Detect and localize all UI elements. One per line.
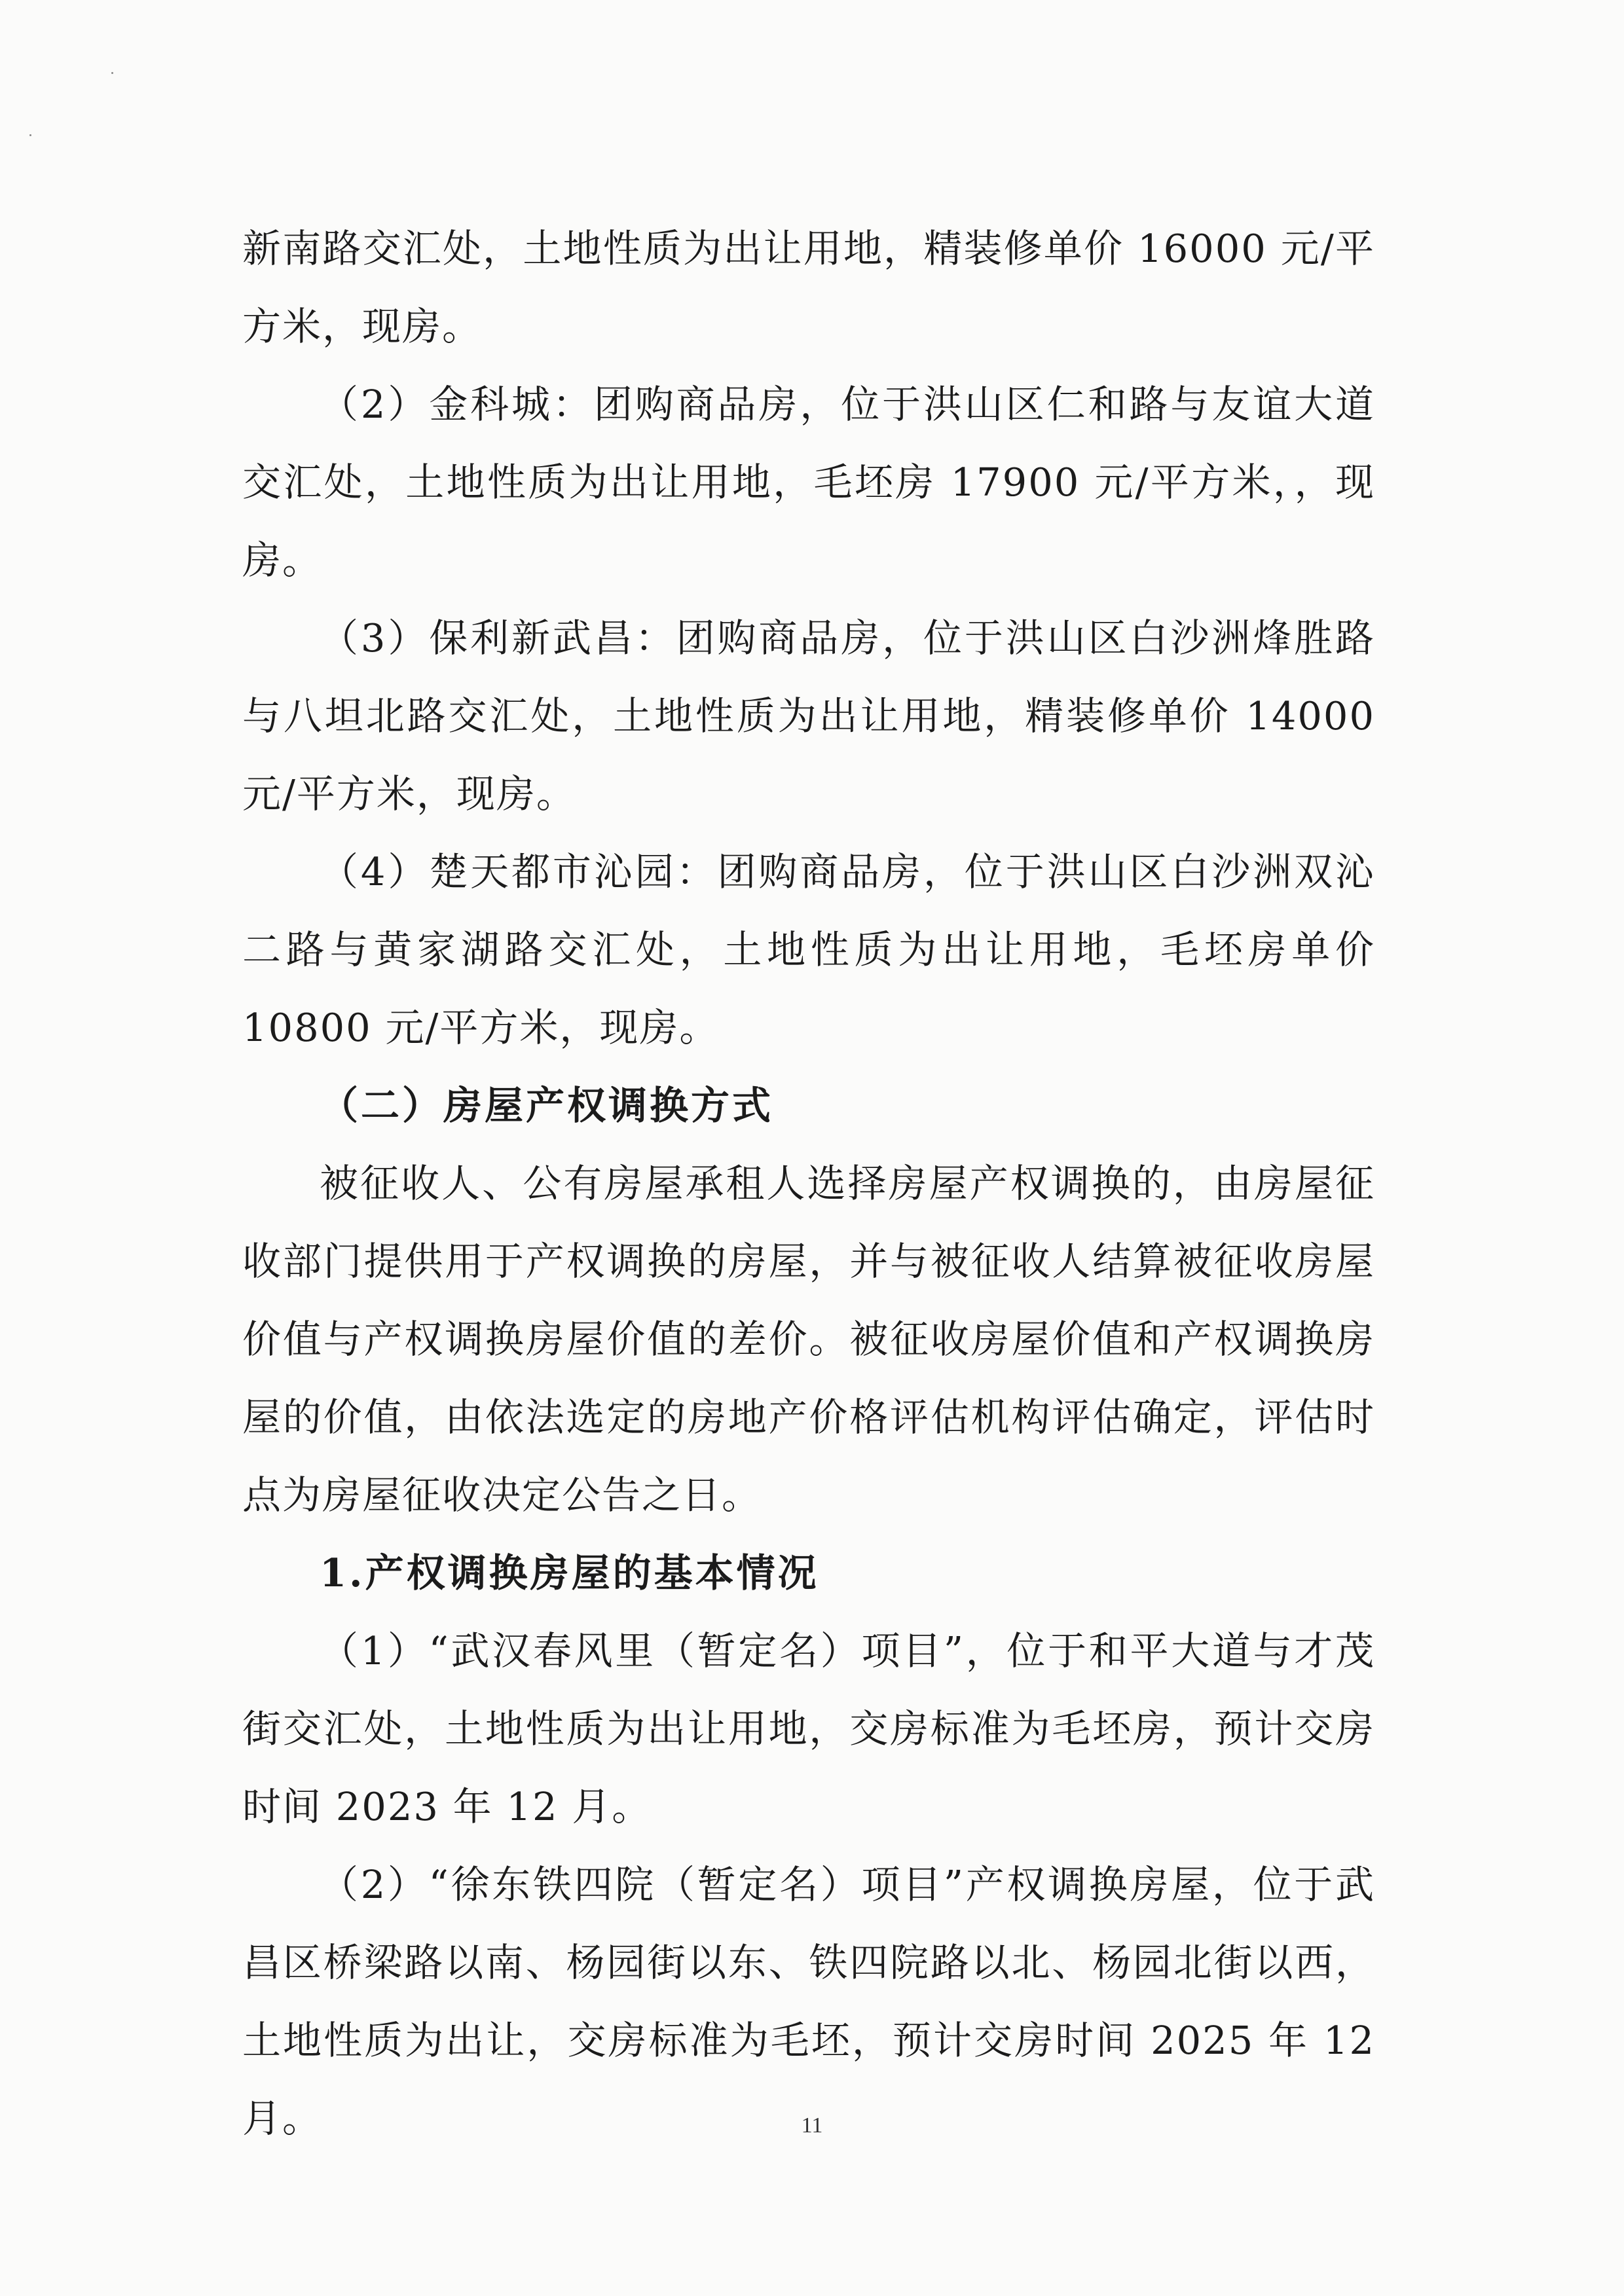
paragraph-baoli: （3）保利新武昌：团购商品房，位于洪山区白沙洲烽胜路与八坦北路交汇处，土地性质为出让用地，精装修单价 14000 元/平方米，现房。 (242, 615, 1375, 816)
paragraph-jinkecheng: （2）金科城：团购商品房，位于洪山区仁和路与友谊大道交汇处，土地性质为出让用地，毛坯房 17900 元/平方米，，现房。 (242, 382, 1375, 583)
scan-speck (29, 134, 31, 136)
paragraph-xudong: （2）“徐东铁四院（暂定名）项目”产权调换房屋，位于武昌区桥梁路以南、杨园街以东、铁四院路以北、杨园北街以西，土地性质为出让，交房标准为毛坯，预计交房时间 2025 年 12 月。 (242, 1862, 1375, 2141)
paragraph-chunfengli: （1）“武汉春风里（暂定名）项目”，位于和平大道与才茂街交汇处，土地性质为出让用地，交房标准为毛坯房，预计交房时间 2023 年 12 月。 (242, 1628, 1375, 1829)
subsection-heading-basic-info: 1.产权调换房屋的基本情况 (320, 1550, 819, 1595)
section-heading-property-exchange: （二）房屋产权调换方式 (320, 1083, 774, 1128)
body-text (242, 210, 1375, 2157)
paragraph-exchange-method: 被征收人、公有房屋承租人选择房屋产权调换的，由房屋征收部门提供用于产权调换的房屋，并与被征收人结算被征收房屋价值与产权调换房屋价值的差价。被征收房屋价值和产权调换房屋的价值，由依法选定的房地产价格评估机构评估确定，评估时点为房屋征收决定公告之日。 (242, 1161, 1375, 1518)
paragraph-continuation: 新南路交汇处，土地性质为出让用地，精装修单价 16000 元/平方米，现房。 (242, 226, 1375, 349)
paragraph-chutian: （4）楚天都市沁园：团购商品房，位于洪山区白沙洲双沁二路与黄家湖路交汇处，土地性质为出让用地，毛坯房单价 10800 元/平方米，现房。 (242, 849, 1375, 1050)
page-number: 11 (801, 2113, 823, 2138)
scan-speck (111, 72, 113, 74)
